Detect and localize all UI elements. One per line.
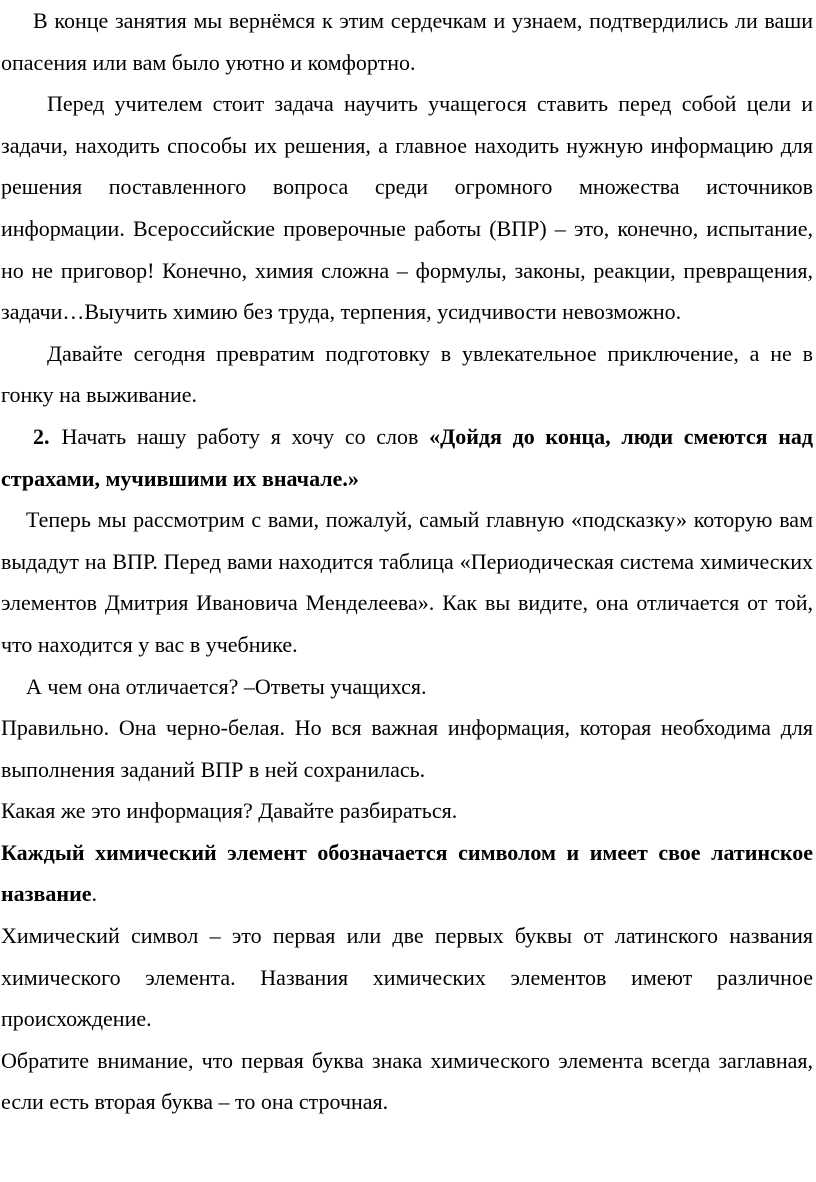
paragraph-periodic-table: Теперь мы рассмотрим с вами, пожалуй, самый главную «подсказку» которую вам выдадут на ВПР. Перед вами находится таблица «Периодическая система химических элементов Дмитрия Ивановича Менделеева». Как вы видите, она отличается от той, что находится у вас в учебнике. <box>1 507 813 657</box>
epigraph-quote: «Дойдя до конца, люди смеются над страхами, мучившими их вначале.» <box>1 423 813 491</box>
paragraph-answer: Правильно. Она черно-белая. Но вся важная информация, которая необходима для выполнения заданий ВПР в ней сохранилась. <box>1 715 813 782</box>
paragraph-lets-figure: Какая же это информация? Давайте разбираться. <box>1 798 458 824</box>
paragraph-question: А чем она отличается? –Ответы учащихся. <box>26 673 427 699</box>
paragraph-capital-letter: Обратите внимание, что первая буква знака химического элемента всегда заглавная, если есть вторая буква – то она строчная. <box>1 1047 813 1115</box>
element-rule-tail: . <box>91 881 98 907</box>
element-rule-bold: Каждый химический элемент обозначается символом и имеет свое латинское название <box>1 839 813 907</box>
item-number: 2. <box>33 423 50 449</box>
epigraph-intro: Начать нашу работу я хочу со слов <box>61 423 430 449</box>
paragraph-adventure: Давайте сегодня превратим подготовку в увлекательное приключение, а не в гонку на выживание. <box>1 340 813 408</box>
paragraph-chemical-symbol: Химический символ – это первая или две первых буквы от латинского названия химического элемента. Названия химических элементов имеют различное происхождение. <box>1 923 813 1032</box>
paragraph-teacher-task: Перед учителем стоит задача научить учащегося ставить перед собой цели и задачи, находить способы их решения, а главное находить нужную информацию для решения поставленного вопроса среди огромного множества источников информации. Всероссийские проверочные работы (ВПР) – это, конечно, испытание, но не приговор! Конечно, химия сложна – формулы, законы, реакции, превращения, задачи…Выучить химию без труда, терпения, усидчивости невозможно. <box>1 91 813 325</box>
paragraph-element-symbol-rule <box>1 832 813 915</box>
paragraph-lesson-end: В конце занятия мы вернёмся к этим сердечкам и узнаем, подтвердились ли ваши опасения или вам было уютно и комфортно. <box>1 8 813 75</box>
paragraph-epigraph <box>1 416 813 499</box>
